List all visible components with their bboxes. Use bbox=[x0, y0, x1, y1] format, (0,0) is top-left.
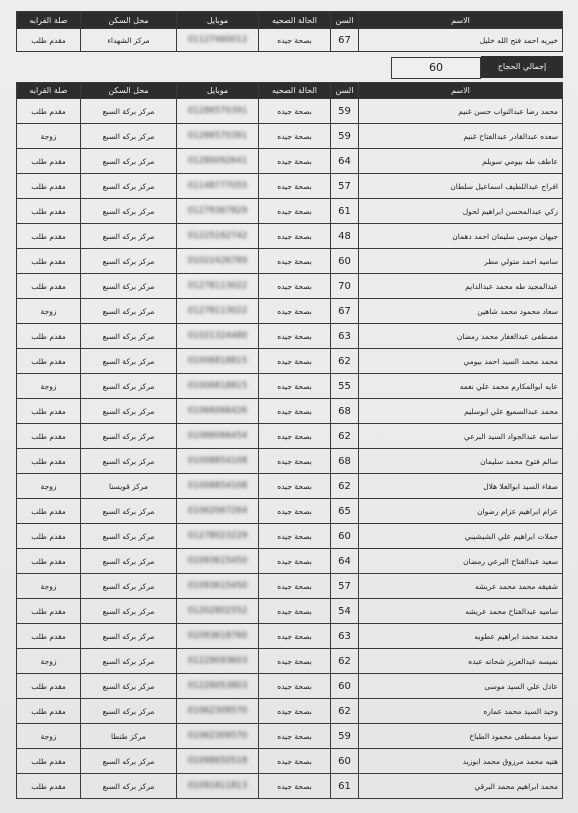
cell-age: 68 bbox=[331, 399, 359, 424]
cell-relation: مقدم طلب bbox=[17, 399, 81, 424]
cell-residence: مركز بركة السبع bbox=[81, 349, 177, 374]
cell-health: بصحة جيده bbox=[259, 649, 331, 674]
cell-relation: مقدم طلب bbox=[17, 174, 81, 199]
cell-phone bbox=[177, 374, 259, 399]
cell-residence: مركز بركه السبع bbox=[81, 224, 177, 249]
table-row bbox=[17, 29, 563, 52]
cell-residence: مركز بركه السبع bbox=[81, 699, 177, 724]
cell-health: بصحة جيده bbox=[259, 99, 331, 124]
cell-age: 61 bbox=[331, 774, 359, 799]
table-row bbox=[17, 474, 563, 499]
cell-residence: مركز بركه السبع bbox=[81, 749, 177, 774]
cell-residence: مركز بركه السبع bbox=[81, 624, 177, 649]
cell-health: بصحة جيده bbox=[259, 124, 331, 149]
table-row bbox=[17, 174, 563, 199]
phone-redacted: 01127460012 bbox=[187, 35, 248, 45]
cell-health: بصحة جيده bbox=[259, 149, 331, 174]
phone-redacted: 01008854108 bbox=[187, 481, 248, 491]
cell-residence: مركز بركه السبع bbox=[81, 249, 177, 274]
table-row bbox=[17, 524, 563, 549]
cell-health: بصحة جيده bbox=[259, 574, 331, 599]
table-row bbox=[17, 749, 563, 774]
cell-phone bbox=[177, 449, 259, 474]
phone-redacted: 01008854108 bbox=[187, 456, 248, 466]
pilgrims-table bbox=[16, 82, 563, 799]
cell-residence: مركز بركه السبع bbox=[81, 199, 177, 224]
cell-phone bbox=[177, 524, 259, 549]
cell-health: بصحة جيده bbox=[259, 449, 331, 474]
cell-name: نميسه عبدالعزيز شحاته عبده bbox=[359, 649, 563, 674]
cell-residence: مركز بركه السبع bbox=[81, 649, 177, 674]
phone-redacted: 01062309570 bbox=[187, 731, 248, 741]
cell-name: خيريه احمد فتح الله خليل bbox=[359, 29, 563, 52]
phone-redacted: 01093618760 bbox=[187, 631, 248, 641]
cell-name: عاطف طه بيومي سويلم bbox=[359, 149, 563, 174]
cell-phone bbox=[177, 774, 259, 799]
cell-relation: زوجة bbox=[17, 474, 81, 499]
cell-name: جيهان موسى سليمان احمد دهمان bbox=[359, 224, 563, 249]
cell-residence: مركز بركه السبع bbox=[81, 424, 177, 449]
header-residence: محل السكن bbox=[81, 12, 177, 29]
table-row bbox=[17, 699, 563, 724]
header-phone: موبايل bbox=[177, 12, 259, 29]
cell-relation: مقدم طلب bbox=[17, 149, 81, 174]
phone-redacted: 01066066454 bbox=[187, 431, 248, 441]
cell-name: سعاد محمود محمد شاهين bbox=[359, 299, 563, 324]
cell-relation: مقدم طلب bbox=[17, 524, 81, 549]
cell-phone bbox=[177, 574, 259, 599]
cell-phone bbox=[177, 124, 259, 149]
header-relation: صلة القرابه bbox=[17, 83, 81, 99]
table-row bbox=[17, 199, 563, 224]
cell-phone bbox=[177, 599, 259, 624]
cell-health: بصحة جيده bbox=[259, 424, 331, 449]
cell-phone bbox=[177, 249, 259, 274]
cell-age: 60 bbox=[331, 524, 359, 549]
phone-redacted: 01229093603 bbox=[187, 656, 248, 666]
cell-age: 70 bbox=[331, 274, 359, 299]
cell-name: جملات ابراهيم علي الشيشيني bbox=[359, 524, 563, 549]
cell-relation: مقدم طلب bbox=[17, 674, 81, 699]
cell-phone bbox=[177, 499, 259, 524]
total-pilgrims-label: إجمالي الحجاج bbox=[481, 56, 563, 78]
cell-relation: مقدم طلب bbox=[17, 699, 81, 724]
cell-relation: مقدم طلب bbox=[17, 624, 81, 649]
cell-phone bbox=[177, 224, 259, 249]
table-row bbox=[17, 674, 563, 699]
cell-relation: مقدم طلب bbox=[17, 349, 81, 374]
cell-health: بصحة جيده bbox=[259, 349, 331, 374]
cell-name: وحيد السيد محمد عماره bbox=[359, 699, 563, 724]
phone-redacted: 01066066426 bbox=[187, 406, 248, 416]
table-row bbox=[17, 549, 563, 574]
cell-relation: زوجة bbox=[17, 649, 81, 674]
cell-name: عبدالمجيد طه محمد عبدالدايم bbox=[359, 274, 563, 299]
cell-age: 68 bbox=[331, 449, 359, 474]
header-phone: موبايل bbox=[177, 83, 259, 99]
cell-health: بصحة جيده bbox=[259, 499, 331, 524]
cell-relation: مقدم طلب bbox=[17, 249, 81, 274]
cell-name: محمد محمد السيد احمد بيومي bbox=[359, 349, 563, 374]
cell-relation: مقدم طلب bbox=[17, 599, 81, 624]
header-name: الاسم bbox=[359, 83, 563, 99]
cell-relation: مقدم طلب bbox=[17, 324, 81, 349]
cell-age: 61 bbox=[331, 199, 359, 224]
cell-phone bbox=[177, 624, 259, 649]
cell-health: بصحة جيده bbox=[259, 299, 331, 324]
phone-redacted: 01062309570 bbox=[187, 706, 248, 716]
table-row bbox=[17, 774, 563, 799]
table-row bbox=[17, 599, 563, 624]
cell-age: 57 bbox=[331, 174, 359, 199]
cell-age: 62 bbox=[331, 649, 359, 674]
header-relation: صلة القرابه bbox=[17, 12, 81, 29]
table-row bbox=[17, 124, 563, 149]
cell-relation: مقدم طلب bbox=[17, 449, 81, 474]
cell-health: بصحة جيده bbox=[259, 224, 331, 249]
phone-redacted: 01279367829 bbox=[187, 206, 248, 216]
cell-relation: مقدم طلب bbox=[17, 29, 81, 52]
table-row bbox=[17, 649, 563, 674]
cell-relation: مقدم طلب bbox=[17, 749, 81, 774]
header-age: السن bbox=[331, 83, 359, 99]
phone-redacted: 01148777055 bbox=[187, 181, 248, 191]
table-header-row bbox=[17, 83, 563, 99]
cell-relation: مقدم طلب bbox=[17, 199, 81, 224]
cell-age: 60 bbox=[331, 249, 359, 274]
cell-relation: مقدم طلب bbox=[17, 224, 81, 249]
cell-residence: مركز بركه السبع bbox=[81, 399, 177, 424]
table-row bbox=[17, 449, 563, 474]
cell-name: سونا مصطفى محمود الطباخ bbox=[359, 724, 563, 749]
table-row bbox=[17, 99, 563, 124]
cell-phone bbox=[177, 399, 259, 424]
cell-name: محمد محمد ابراهيم عطويه bbox=[359, 624, 563, 649]
cell-relation: مقدم طلب bbox=[17, 499, 81, 524]
cell-health: بصحة جيده bbox=[259, 549, 331, 574]
cell-phone bbox=[177, 549, 259, 574]
cell-health: بصحة جيده bbox=[259, 399, 331, 424]
cell-name: محمد ابراهيم محمد البرقي bbox=[359, 774, 563, 799]
phone-redacted: 01022426789 bbox=[187, 256, 248, 266]
cell-name: محمد رضا عبدالتواب حسن غنيم bbox=[359, 99, 563, 124]
table-row bbox=[17, 274, 563, 299]
cell-relation: مقدم طلب bbox=[17, 99, 81, 124]
cell-residence: مركز بركه السبع bbox=[81, 574, 177, 599]
table-row bbox=[17, 149, 563, 174]
cell-phone bbox=[177, 724, 259, 749]
cell-age: 62 bbox=[331, 699, 359, 724]
cell-health: بصحة جيده bbox=[259, 599, 331, 624]
header-health: الحالة الصحيه bbox=[259, 83, 331, 99]
cell-name: سالم فتوح محمد سليمان bbox=[359, 449, 563, 474]
cell-residence: مركز بركة السبع bbox=[81, 674, 177, 699]
cell-age: 67 bbox=[331, 29, 359, 52]
phone-redacted: 01091811813 bbox=[187, 781, 248, 791]
cell-relation: زوجة bbox=[17, 574, 81, 599]
cell-phone bbox=[177, 174, 259, 199]
cell-residence: مركز بركه السبع bbox=[81, 374, 177, 399]
cell-health: بصحة جيده bbox=[259, 749, 331, 774]
cell-health: بصحة جيده bbox=[259, 774, 331, 799]
table-row bbox=[17, 224, 563, 249]
phone-redacted: 01006818815 bbox=[187, 356, 248, 366]
cell-phone bbox=[177, 199, 259, 224]
table-row bbox=[17, 374, 563, 399]
cell-age: 55 bbox=[331, 374, 359, 399]
cell-residence: مركز بركه السبع bbox=[81, 449, 177, 474]
table-row bbox=[17, 349, 563, 374]
cell-name: سعيد عبدالفتاح البرعي رمضان bbox=[359, 549, 563, 574]
phone-redacted: 01093615450 bbox=[187, 556, 248, 566]
cell-health: بصحة جيده bbox=[259, 624, 331, 649]
table-row bbox=[17, 499, 563, 524]
cell-age: 67 bbox=[331, 299, 359, 324]
total-pilgrims-value: 60 bbox=[391, 57, 481, 79]
cell-age: 57 bbox=[331, 574, 359, 599]
cell-age: 62 bbox=[331, 474, 359, 499]
cell-name: زكي عبدالمحسن ابراهيم لحول bbox=[359, 199, 563, 224]
cell-age: 60 bbox=[331, 674, 359, 699]
cell-age: 65 bbox=[331, 499, 359, 524]
cell-name: ساميه عبدالفتاح محمد عريشه bbox=[359, 599, 563, 624]
phone-redacted: 01062067264 bbox=[187, 506, 248, 516]
cell-phone bbox=[177, 99, 259, 124]
phone-redacted: 01228053803 bbox=[187, 681, 248, 691]
cell-residence: مركز بركه السبع bbox=[81, 299, 177, 324]
cell-phone bbox=[177, 649, 259, 674]
cell-phone bbox=[177, 324, 259, 349]
cell-health: بصحة جيده bbox=[259, 29, 331, 52]
cell-name: هنيه محمد مرزوق محمد ابوزيد bbox=[359, 749, 563, 774]
phone-redacted: 01202802552 bbox=[187, 606, 248, 616]
table-row bbox=[17, 424, 563, 449]
cell-age: 48 bbox=[331, 224, 359, 249]
cell-relation: مقدم طلب bbox=[17, 774, 81, 799]
cell-residence: مركز بركه السبع bbox=[81, 124, 177, 149]
cell-age: 63 bbox=[331, 624, 359, 649]
cell-name: شفيقه محمد محمد عريشه bbox=[359, 574, 563, 599]
phone-redacted: 01286570391 bbox=[187, 106, 248, 116]
cell-age: 59 bbox=[331, 124, 359, 149]
cell-age: 60 bbox=[331, 749, 359, 774]
phone-redacted: 01225162742 bbox=[187, 231, 248, 241]
cell-health: بصحة جيده bbox=[259, 249, 331, 274]
phone-redacted: 01280092641 bbox=[187, 156, 248, 166]
header-applicant-table bbox=[16, 11, 563, 52]
cell-age: 64 bbox=[331, 149, 359, 174]
cell-name: محمد عبدالسميع علي ابوسليم bbox=[359, 399, 563, 424]
phone-redacted: 01278113022 bbox=[187, 281, 248, 291]
cell-health: بصحة جيده bbox=[259, 724, 331, 749]
table-row bbox=[17, 399, 563, 424]
cell-health: بصحة جيده bbox=[259, 374, 331, 399]
header-residence: محل السكن bbox=[81, 83, 177, 99]
table-row bbox=[17, 574, 563, 599]
cell-health: بصحة جيده bbox=[259, 174, 331, 199]
cell-phone bbox=[177, 424, 259, 449]
cell-residence: مركز بركة السبع bbox=[81, 274, 177, 299]
cell-residence: مركز بركه السبع bbox=[81, 174, 177, 199]
table-body bbox=[17, 99, 563, 799]
cell-health: بصحة جيده bbox=[259, 699, 331, 724]
cell-age: 62 bbox=[331, 349, 359, 374]
cell-health: بصحة جيده bbox=[259, 324, 331, 349]
cell-name: ساميه احمد متولي مطر bbox=[359, 249, 563, 274]
cell-phone bbox=[177, 674, 259, 699]
cell-health: بصحة جيده bbox=[259, 274, 331, 299]
cell-health: بصحة جيده bbox=[259, 674, 331, 699]
cell-name: صفاء السيد ابوالعلا هلال bbox=[359, 474, 563, 499]
cell-name: عزام ابراهيم عزام رضوان bbox=[359, 499, 563, 524]
table-header-row bbox=[17, 12, 563, 29]
cell-age: 59 bbox=[331, 99, 359, 124]
cell-residence: مركز بركه السبع bbox=[81, 499, 177, 524]
cell-residence: مركز بركه السبع bbox=[81, 524, 177, 549]
cell-age: 59 bbox=[331, 724, 359, 749]
cell-phone bbox=[177, 749, 259, 774]
phone-redacted: 01093615450 bbox=[187, 581, 248, 591]
cell-name: ساميه عبدالجواد السيد البرعي bbox=[359, 424, 563, 449]
cell-relation: مقدم طلب bbox=[17, 274, 81, 299]
cell-health: بصحة جيده bbox=[259, 524, 331, 549]
cell-relation: زوجة bbox=[17, 299, 81, 324]
cell-residence: مركز بركه السبع bbox=[81, 549, 177, 574]
cell-health: بصحة جيده bbox=[259, 474, 331, 499]
cell-residence: مركز بركة السبع bbox=[81, 99, 177, 124]
cell-residence: مركز قويسنا bbox=[81, 474, 177, 499]
phone-redacted: 01278023229 bbox=[187, 531, 248, 541]
cell-phone bbox=[177, 349, 259, 374]
cell-phone bbox=[177, 274, 259, 299]
table-row bbox=[17, 724, 563, 749]
table-row bbox=[17, 624, 563, 649]
cell-health: بصحة جيده bbox=[259, 199, 331, 224]
cell-age: 63 bbox=[331, 324, 359, 349]
cell-residence: مركز بركه السبع bbox=[81, 774, 177, 799]
cell-phone bbox=[177, 474, 259, 499]
cell-residence: مركز بركه السبع bbox=[81, 599, 177, 624]
phone-redacted: 01278113022 bbox=[187, 306, 248, 316]
header-name: الاسم bbox=[359, 12, 563, 29]
cell-residence: مركز بركه السبع bbox=[81, 324, 177, 349]
cell-age: 62 bbox=[331, 424, 359, 449]
cell-residence: مركز طنطا bbox=[81, 724, 177, 749]
cell-name: عايه ابوالمكارم محمد علي نعمه bbox=[359, 374, 563, 399]
cell-name: سعده عبدالقادر عبدالفتاح غنيم bbox=[359, 124, 563, 149]
cell-relation: مقدم طلب bbox=[17, 549, 81, 574]
cell-name: عادل علي السيد موسى bbox=[359, 674, 563, 699]
cell-phone bbox=[177, 149, 259, 174]
cell-relation: زوجة bbox=[17, 124, 81, 149]
cell-relation: زوجة bbox=[17, 724, 81, 749]
cell-residence: مركز الشهداء bbox=[81, 29, 177, 52]
table-row bbox=[17, 249, 563, 274]
cell-name: مصطفى عبدالغفار محمد رمضان bbox=[359, 324, 563, 349]
cell-relation: زوجة bbox=[17, 374, 81, 399]
table-row bbox=[17, 299, 563, 324]
cell-age: 54 bbox=[331, 599, 359, 624]
cell-relation: مقدم طلب bbox=[17, 424, 81, 449]
phone-redacted: 01006818815 bbox=[187, 381, 248, 391]
phone-redacted: 01021324480 bbox=[187, 331, 248, 341]
cell-phone bbox=[177, 299, 259, 324]
header-health: الحالة الصحيه bbox=[259, 12, 331, 29]
cell-age: 64 bbox=[331, 549, 359, 574]
header-age: السن bbox=[331, 12, 359, 29]
cell-residence: مركز بركه السبع bbox=[81, 149, 177, 174]
cell-phone bbox=[177, 699, 259, 724]
cell-name: افراج عبداللطيف اسماعيل سلطان bbox=[359, 174, 563, 199]
cell-phone bbox=[177, 29, 259, 52]
phone-redacted: 01098650518 bbox=[187, 756, 248, 766]
phone-redacted: 01286570391 bbox=[187, 131, 248, 141]
table-row bbox=[17, 324, 563, 349]
